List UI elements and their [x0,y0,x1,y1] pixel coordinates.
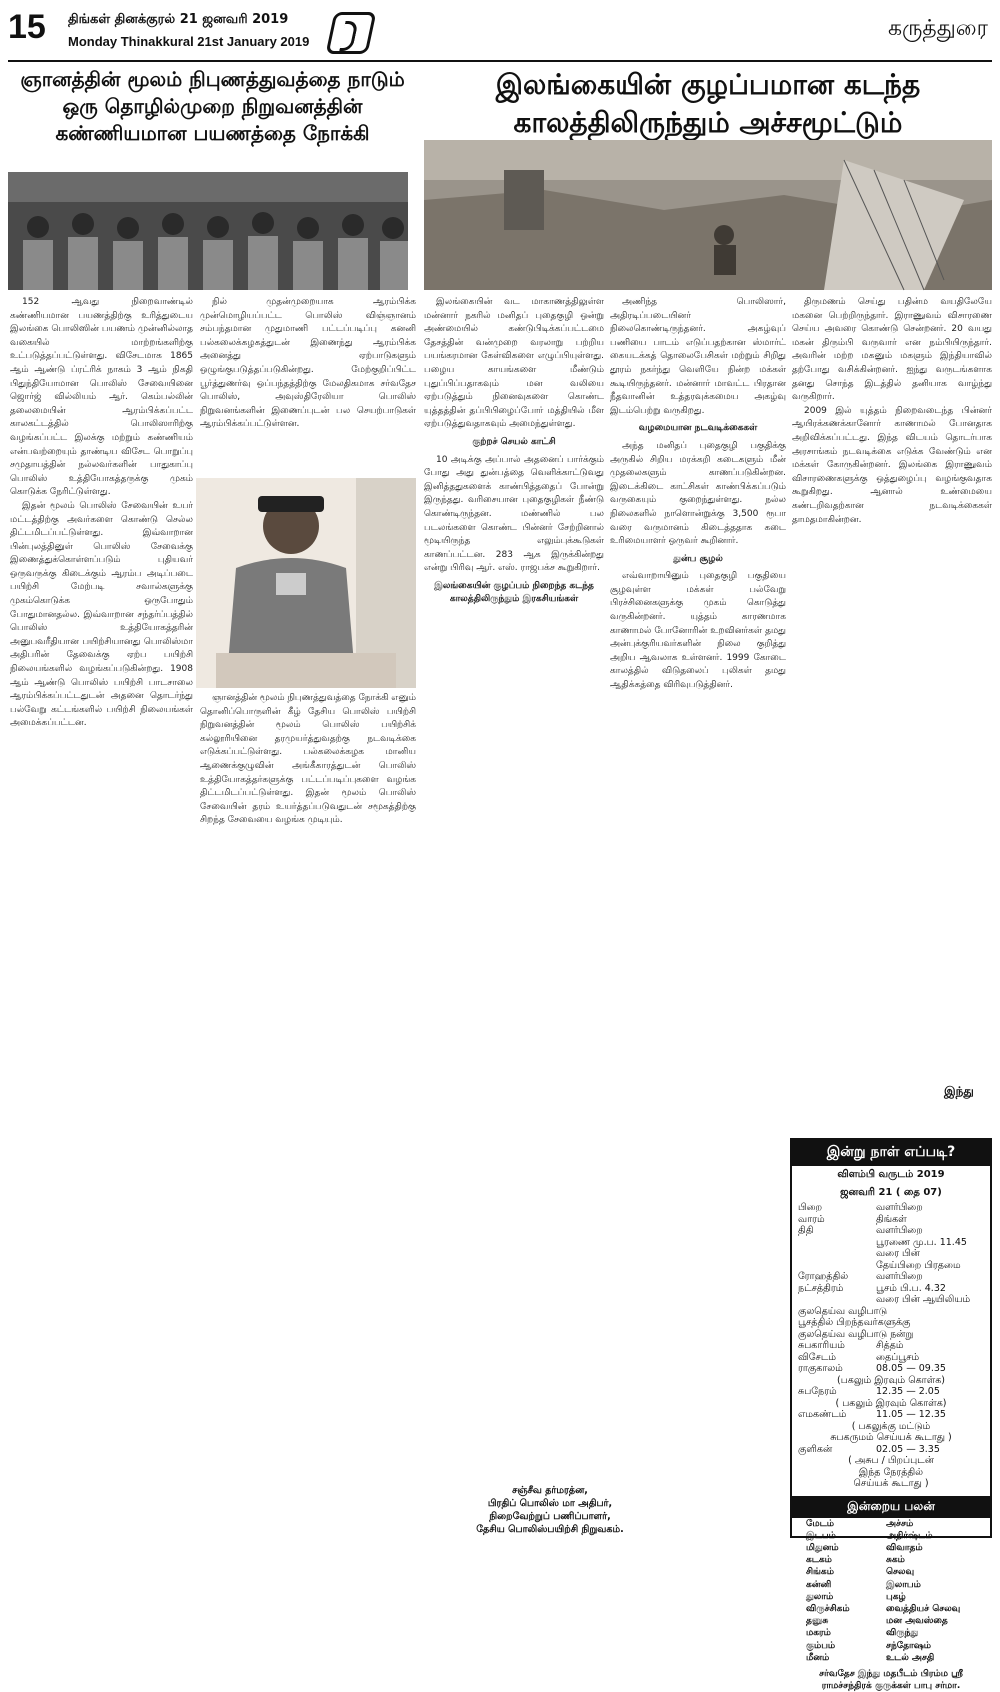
row-key: கடகம் [806,1555,832,1566]
almanac-row [792,1294,990,1306]
almanac-row [792,1214,990,1226]
row-key [798,1237,876,1249]
almanac-rows-4 [792,1409,990,1421]
row-key: தனுசு [806,1616,829,1627]
almanac-note-2: ( பகலும் இரவும் கொள்க) [835,1397,947,1409]
row-key: விருச்சிகம் [806,1603,850,1614]
row-key: மிதுனம் [806,1542,839,1553]
row-key [798,1260,876,1272]
police-ceremony-photo-icon [8,172,408,290]
almanac-note-6: இந்த நேரத்தில் [858,1466,924,1478]
almanac-row [792,1283,990,1295]
almanac-year: விளம்பி வருடம் 2019 [837,1169,945,1180]
row-value: வரை பின் [876,1248,920,1259]
row-key: கும்பம் [806,1640,836,1651]
right-col3b-text: 2009 இல் யுத்தம் நிறைவடைந்த பின்னர் ஆயிரக்கணக்கானோர் காணாமல் போனதாக அறிவிக்கப்பட்டது. இந்த விடயம் தொடர்பாக அரசாங்கம் நடவடிக்கை எடுக்க வேண்டும் என மக்கள் கோருகின்றனர். இலங்கை இராணுவம் விசாரணைகளுக்கு ஒத்துழைப்பு வழங்குவதாக கூறுகிறது. ஆனால் உண்மையை கண்டறிவதற்கான நடவடிக்கைகள் தாமதமாகின்றன. [792,405,992,525]
palan-row [792,1640,990,1652]
row-key: குளிகன் [798,1443,833,1455]
row-value: செலவு [886,1567,915,1578]
row-value: விவாதம் [886,1542,923,1553]
row-key: மேடம் [806,1518,835,1529]
right-col2b-text: அந்த மனிதப் புதைகுழி பகுதிக்கு அருகில் சிறிய மரக்கறி கடைகளும் மீன் முதலைகளும் காணப்படுகின்றன. இடைக்கிடை காட்சிகள் காண்பிக்கப்படும் வருகையும் குறைந்துள்ளது. நல்ல நிலைகளில் நாளொன்றுக்கு 3,500 ரூபா வரை வருமானம் கிடைத்ததாக கடை உரிமையாளர் ஒருவர் கூறினார். [610,440,786,547]
palan-row [792,1591,990,1603]
row-key: துலாம் [806,1591,834,1602]
row-value: 02.05 — 3.35 [876,1443,940,1455]
left-col1b-text: இதன் மூலம் பொலிஸ் சேவையின் உயர் மட்டத்திற்கு அவர்களை கொண்டு செல்ல திட்டமிடப்பட்டுள்ளது. இவ்வாறான பின்புலத்தினுள் பொலிஸ் சேவைக்கு இணைத்துக்கொள்ளப்படும் புதியவர் ஒருவருக்கு கிடைக்கும் ஆரம்ப அடிப்படை பயிற்சி மேற்படி சவால்களுக்கு முகம்கொடுக்க ஒருபோதும் போதுமானதல்ல. இவ்வாறான சந்தர்ப்பத்தில் பொலிஸ் உத்தியோகத்தரின் அனுபவரீதியான பயிற்சியானது பொலிஸ்மா அதிபரின் தேவைக்கு ஏற்ப பயிற்சி நிலையங்களில் வழங்கப்படுகின்றது. 1908 ஆம் ஆண்டு பொலிஸ் பயிற்சி பாடசாலை ஆரம்பிக்கப்பட்டதுடன் அதனை தொடர்ந்து பல்வேறு கட்டங்களில் பயிற்சி நிலையங்கள் அமைக்கப்பட்டன. [10,500,193,729]
left-article-col2-top [200,296,416,474]
almanac-date: ஜனவரி 21 ( தை 07) [840,1187,942,1198]
row-value: அச்சம் [886,1518,914,1529]
right-article-col1 [424,296,604,1476]
row-key: ரோஹத்தில் [798,1271,849,1282]
almanac-box [790,1138,992,1691]
palan-row [792,1554,990,1566]
row-value: திங்கள் [876,1213,907,1225]
row-value: புகழ் [886,1591,906,1602]
left-article-col2 [200,692,416,1472]
date-english: Monday Thinakkural 21st January 2019 [68,34,310,49]
almanac-row [792,1202,990,1214]
masthead [8,6,992,62]
row-key: ராகுகாலம் [798,1363,843,1374]
row-key: மகரம் [806,1628,831,1639]
row-key: விசேடம் [798,1351,837,1363]
author-title-1: பிரதிப் பொலிஸ் மா அதிபர், [487,1498,613,1509]
almanac-line-2: பூசத்தில் பிறந்தவர்களுக்கு [798,1317,911,1328]
row-value: தைப்பூசம் [876,1351,920,1363]
almanac-rows-3 [792,1386,990,1398]
row-value: பூரணை மு.ப. 11.45 [876,1236,967,1248]
palan-row [792,1603,990,1615]
row-key: சுபகாரியம் [798,1340,845,1351]
almanac-row [792,1444,990,1456]
row-value: பூசம் பி.ப. 4.32 [876,1282,946,1294]
row-key: பிறை [798,1202,823,1213]
palan-row [792,1579,990,1591]
almanac-line-1: குலதெய்வ வழிபாடு [798,1305,888,1317]
left-col1-text: 152 ஆவது நிறைவாண்டில் கண்ணியமான பயணத்திற்கு உரித்துடைய இலங்கை பொலிஸின் பயணம் முன்னில்லாத வகையில் மாற்றங்களிற்கு உட்படுத்தப்பட்டுள்ளது. விசேடமாக 1865 ஆம் ஆண்டு ப்ரட்ரிக் நாகம் 3 ஆம் நிகதி பிதுந்தியோமான பொலிஸ் சேவையினை ஜொர்ஜ் வில்லியம் ஆர். கெம்பல்லின் தலைமையின் ஆரம்பிக்கப்பட்ட காலகட்டத்தில் பொலிஸாரிற்கு வழங்கப்பட்ட இலக்கு மற்றும் கண்ணியம் என்பவற்றையும் தாண்டிய விசேட பொறுப்பு சமுதாயத்தின் நல்லவர்களின் பாதுகாப்பு பொலிஸ் உத்தியோகத்தருக்கு முகம் கொடுக்க நேரிட்டுள்ளது. [10,297,193,498]
row-value: விருந்து [886,1628,919,1639]
palan-row [792,1627,990,1639]
row-key: நட்சத்திரம் [798,1282,844,1294]
row-value: வைத்தியச் செலவு [886,1603,961,1614]
row-value: வளர்பிறை [876,1225,923,1236]
row-value: வளர்பிறை [876,1202,923,1213]
almanac-row [792,1248,990,1260]
row-key [798,1248,876,1260]
author-title-3: தேசிய பொலிஸ்பயிற்சி நிறுவகம். [476,1524,624,1535]
left-col2-text: நில் முதன்முறையாக ஆரம்பிக்க முன்மொழியப்பட்ட பொலிஸ் விஞ்ஞானம் சம்பந்தமான முதுமாணி பட்டப்படிப்பு கனனி பல்கலைக்கழகத்துடன் இணைந்து ஆரம்பிக்க அனைத்து ஏற்பாடுகளும் ஒழுங்குபடுத்தப்படுகின்றது. மேற்குறிப்பிட்ட பூர்த்துணர்வு ஒப்பந்தத்திற்கு மேலதிகமாக சர்வதேச பொலிஸ், அவுஸ்திரேலியா பொலிஸ் நிறுவனங்களின் இணைப்புடன் பல செயற்பாடுகள் ஆரம்பிக்கப்பட்டுள்ளன. [200,297,416,430]
row-value: தேய்பிறை பிரதமை [876,1259,961,1271]
almanac-row [792,1340,990,1352]
subhead-routine: வழமையான நடவடிக்கைகள் [638,423,758,434]
almanac-row [792,1271,990,1283]
left-headline: ஞானத்தின் மூலம் நிபுணத்துவத்தை நாடும் ஒரு தொழில்முறை நிறுவனத்தின் கண்ணியமான பயணத்தை நோக்கி [20,67,405,145]
almanac-title: இன்று நாள் எப்படி? [792,1140,990,1166]
palan-row [792,1566,990,1578]
police-officer-photo-icon [196,478,416,688]
excavation-site-photo-icon [424,140,992,290]
page-number: 15 [8,8,46,46]
almanac-footer: சர்வதேச இந்து மதபீடம் பிரம்ம ஸ்ரீ ராமச்சந்திரக் குருக்கள் பாபு சர்மா. [819,1668,963,1691]
almanac-row [792,1260,990,1272]
almanac-row [792,1386,990,1398]
almanac-note-1: (பகலும் இரவும் கொள்க) [837,1374,945,1386]
palan-row [792,1542,990,1554]
palan-row [792,1615,990,1627]
subhead-crime-scene: குற்றச் செயல் காட்சி [472,436,556,447]
right-col2c-text: எவ்வாறாயினும் புதைகுழி பகுதியை சூழவுள்ள மக்கள் பல்வேறு பிரச்சினைகளுக்கு முகம் கொடுத்து வருகின்றனர். யுத்தம் காரணமாக காணாமல் போனோரின் உறவினர்கள் தமது அன்புக்குரியவர்களின் நிலை குறித்து அறிய ஆவலாக உள்ளனர். 1999 கோடை காலத்தில் விடுதலைப் புலிகள் தமது ஆதிக்கத்தை விரிவுபடுத்தினர். [610,571,786,691]
row-value: வரை பின் ஆயிலியம் [876,1294,971,1305]
right-col1-text: இலங்கையின் வட மாகாணத்திலுள்ள மன்னார் நகரில் மனிதப் புதைகுழி ஒன்று அண்மையில் கண்டுபிடிக்கப்பட்டமை தேசத்தின் வன்முறை வரலாறு பற்றிய பயங்கரமான கேள்விகளை எழுப்பியுள்ளது. பழைய காயங்களை மீண்டும் புதுப்பிப்பதாகவும் மன வலியை ஏற்படுத்தும் நினைவுகளை கொண்ட யுத்தத்தின் தப்பிபிழைப்போர் மத்தியில் மீள ஏற்படுத்துவதாகவும் அமைந்துள்ளது. [424,297,604,430]
almanac-row [792,1409,990,1421]
row-value: 12.35 — 2.05 [876,1386,940,1397]
right-col1b-text: 10 அடிக்கு அப்பால் அதனைப் பார்க்கும் போது அது துன்பத்தை வெளிக்காட்டுவது இனித்ததுகளைக் காண்பித்ததைப் போன்று இருந்தது. வரிசையான புதைகுழிகள் நீண்டு கொண்டிருந்தன. மண்ணில் பல படலங்களை கொண்ட பின்னர் சேற்றினால் மூடியிருந்த எலும்புக்கூடுகள் காணப்பட்டன. 283 ஆக இருக்கின்றது என்று பிரிவு ஆர். எஸ். ராஜபக்ச கூறுகிறார். [424,454,604,574]
row-key: இடபம் [806,1530,836,1541]
row-key: எமகண்டம் [798,1409,847,1420]
row-key: திதி [798,1225,814,1236]
almanac-row [792,1352,990,1364]
right-headline: இலங்கையின் குழப்பமான கடந்த காலத்திலிருந்தும் அச்சமூட்டும் [495,68,921,139]
row-key [798,1294,876,1306]
almanac-row [792,1363,990,1375]
left-col2b-text: ஞானத்தின் மூலம் நிபுணத்துவத்தை நோக்கி எனும் தொனிப்பொருளின் கீழ் தேசிய பொலிஸ் பயிற்சி நிறுவனத்தின் மூலம் பொலிஸ் பயிற்சிக் கல்லூரியினை தரமுயர்த்துவதற்கு நடவடிக்கை எடுக்கப்பட்டுள்ளது. பல்கலைக்கழக மானிய ஆணைக்குழுவின் அங்கீகாரத்துடன் பொலிஸ் உத்தியோகத்தர்களுக்கு பட்டப்படிப்புகளை வழங்க திட்டமிடப்பட்டுள்ளது. இதன் மூலம் பொலிஸ் சேவையின் தரம் உயர்த்தப்படுவதுடன் சமூகத்திற்கு சிறந்த சேவையை வழங்க முடியும். [200,693,417,826]
row-key: வாரம் [798,1213,825,1225]
row-value: உடல் அசதி [886,1652,935,1663]
author-name: சஞ்சீவ தர்மரத்ன, [512,1485,588,1496]
palan-row [792,1652,990,1664]
almanac-row [792,1225,990,1237]
right-article-byline: இந்து [944,1084,974,1098]
row-key: சுபநேரம் [798,1386,837,1397]
left-article-col1 [10,296,193,1536]
subhead-sorrow: துன்ப சூழல் [673,553,723,564]
almanac-note-4: சுபகருமம் செய்யக் கூடாது ) [830,1432,952,1443]
date-tamil: திங்கள் தினக்குரல் 21 ஜனவரி 2019 [68,12,289,27]
row-key: கன்னி [806,1579,832,1590]
row-value: அதிர்ஷ்டம் [886,1530,933,1541]
almanac-rows [792,1202,990,1306]
thinakkural-logo-icon [326,12,377,54]
almanac-rows-5 [792,1444,990,1456]
palan-row [792,1530,990,1542]
almanac-note-3: ( பகலுக்கு மட்டும் [851,1420,931,1432]
almanac-note-5: ( அசுப / பிறப்புடன் [848,1455,934,1466]
row-value: சித்தம் [876,1340,904,1351]
right-article-col3 [792,296,992,1080]
row-value: மன அவஸ்தை [886,1616,948,1627]
row-value: 08.05 — 09.35 [876,1363,946,1374]
right-col2-text: அணிந்த பொலிஸார், அதிரடிப்படையினர் நிலைகொண்டிருந்தனர். அகழ்வுப் பணியை பாடம் எடுப்பதற்கான ஸ்மார்ட் கையடக்கத் தொலைபேசிகள் மற்றும் சிறிது தூரம் நகர்ந்து வெளியே நின்ற மக்கள் கூடியிருந்தனர். மன்னார் மாவட்ட பிரதான நீதவானின் உத்தரவுக்கமைய அகழ்வு இடம்பெற்று வருகிறது. [610,297,786,416]
subhead-secrets: இலங்கையின் குழப்பம் நிறைந்த கடந்த காலத்திலிருந்தும் இரகசியங்கள் [434,580,594,605]
section-name: கருத்துரை [887,16,988,41]
row-value: 11.05 — 12.35 [876,1409,946,1420]
row-value: சந்தோஷம் [886,1640,932,1651]
right-col3-text: திருமணம் செய்து பதின்ம வயதிலேயே மகனை பெற்றிருந்தார். இராணுவம் விசாரணை செய்ய அவரை கொண்டு சென்றனர். 20 வயது மகன் திரும்பி வருவார் என நம்பியிருந்தார். அவரின் மற்ற மகனும் மகளும் இந்தியாவில் தற்போது வசிக்கின்றனர். ஐந்து வருடங்களாக தனது சொந்த இடத்தில் தனியாக வாழ்ந்து வருகிறார். [792,297,992,403]
palan-title: இன்றைய பலன் [792,1496,990,1518]
row-key: மீனம் [806,1652,830,1663]
almanac-row [792,1237,990,1249]
row-key: சிங்கம் [806,1567,834,1578]
almanac-rows-2 [792,1340,990,1375]
row-value: இலாபம் [886,1579,921,1590]
almanac-note-7: செய்யக் கூடாது ) [853,1478,929,1489]
right-article-col2 [610,296,786,1540]
almanac-line-3: குலதெய்வ வழிபாடு நன்று [798,1328,914,1340]
palan-row [792,1518,990,1530]
row-value: வளர்பிறை [876,1271,923,1282]
author-title-2: நிறைவேற்றுப் பணிப்பாளர், [489,1511,611,1522]
palan-list [792,1518,990,1664]
row-value: சுகம் [886,1555,905,1566]
